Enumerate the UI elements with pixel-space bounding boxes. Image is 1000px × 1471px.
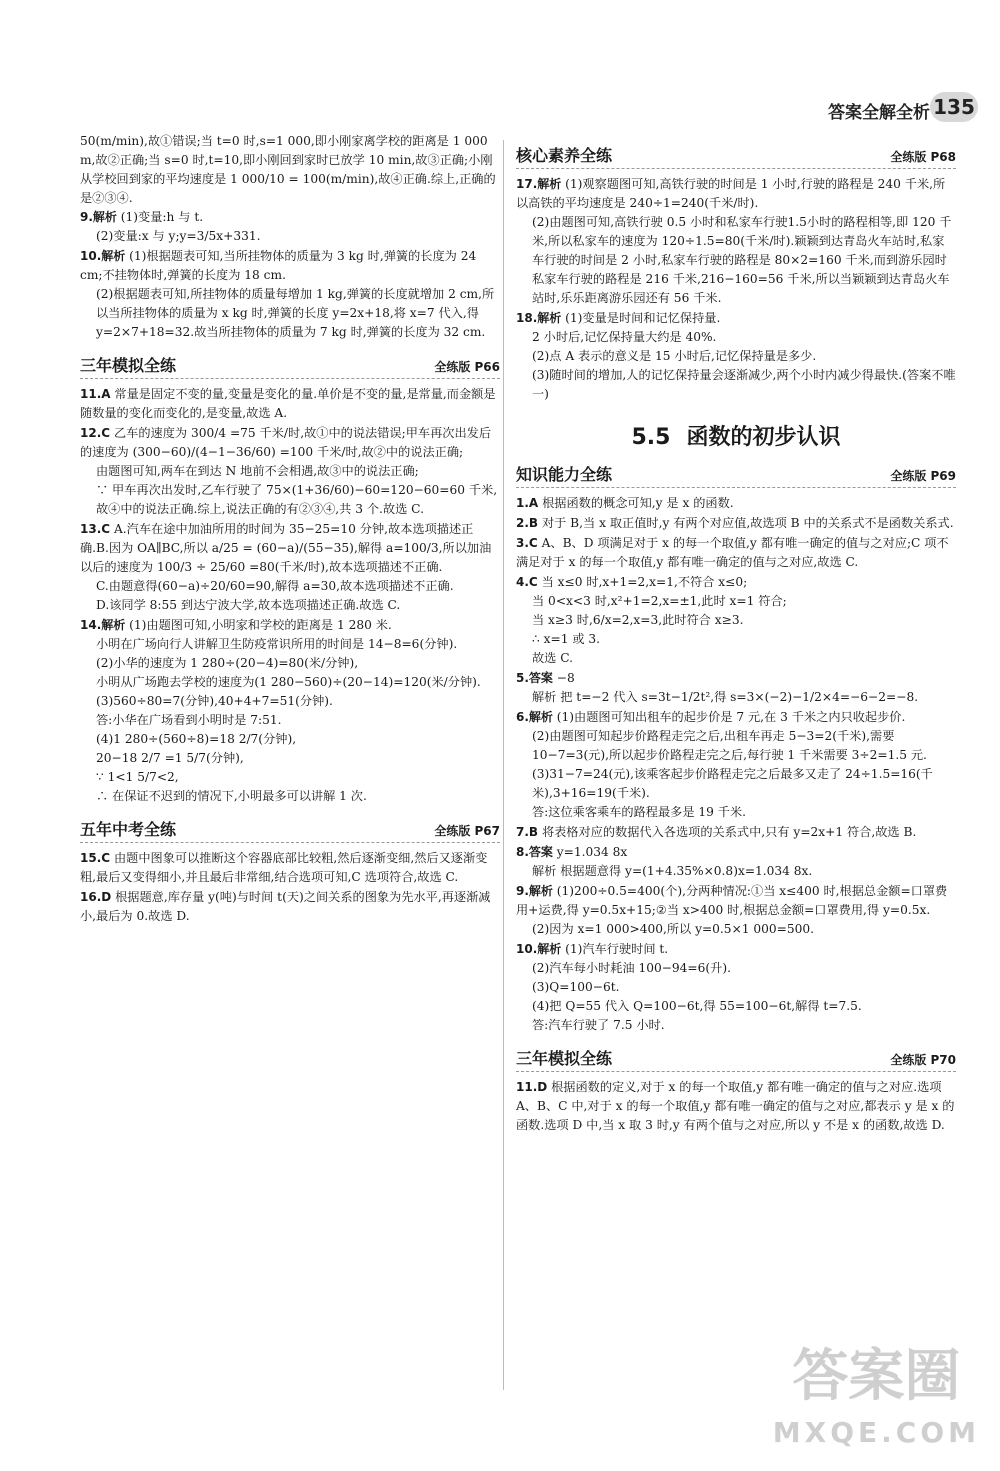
question-number: 1.A: [516, 496, 539, 510]
answer-line-text: D.该同学 8:55 到达宁波大学,故本选项描述正确.故选 C.: [96, 598, 401, 612]
section-ref: 全练版 P70: [882, 1051, 956, 1068]
answer-item: [516, 309, 956, 404]
answer-item: [80, 424, 500, 519]
answer-line-text: (1)汽车行驶时间 t.: [565, 942, 669, 956]
answer-line: [80, 385, 500, 423]
answer-line: [80, 749, 500, 768]
answer-line: [516, 573, 956, 592]
question-number: 11.D: [516, 1080, 548, 1094]
answer-line: [516, 978, 956, 997]
section-heading: [516, 1045, 956, 1072]
chapter-title: [516, 420, 956, 451]
answer-line-text: 解析 把 t=−2 代入 s=3t−1/2t²,得 s=3×(−2)−1/2×4=−6−2=−8.: [532, 690, 919, 704]
section-title: 知识能力全练: [516, 462, 620, 485]
answer-line: [516, 213, 956, 308]
answer-line-text: (3)随时间的增加,人的记忆保持量会逐渐减少,两个小时内减少得最快.(答案不唯一): [532, 368, 956, 401]
answer-line-text: (2)汽车每小时耗油 100−94=6(升).: [532, 961, 731, 975]
section-title: 核心素养全练: [516, 143, 620, 166]
answer-line-text: (2)根据题表可知,所挂物体的质量每增加 1 kg,弹簧的长度就增加 2 cm,所以当所挂物体的质量为 x kg 时,弹簧的长度 y=2x+18,将 x=7 代入,得 y=2×7+18=32.故当所挂物体的质量为 7 kg 时,弹簧的长度为 32 cm.: [96, 287, 495, 339]
answer-line-text: 小明在广场向行人讲解卫生防疫常识所用的时间是 14−8=6(分钟).: [96, 637, 458, 651]
section-ref: 全练版 P68: [882, 148, 956, 165]
answer-line-text: (2)因为 x=1 000>400,所以 y=0.5×1 000=500.: [532, 922, 815, 936]
answer-line: [516, 688, 956, 707]
answer-line: [80, 208, 500, 227]
answer-line: [80, 481, 500, 519]
answer-item: [80, 247, 500, 342]
answer-item: [516, 823, 956, 842]
answer-line-text: (2)变量:x 与 y;y=3/5x+331.: [96, 229, 261, 243]
question-number: 3.C: [516, 536, 538, 550]
answer-line-text: 答:小华在广场看到小明时是 7:51.: [96, 713, 282, 727]
answer-line-text: y=1.034 8x: [556, 845, 628, 859]
answer-line-text: −8: [556, 671, 575, 685]
answer-line: [516, 882, 956, 920]
answer-line-text: (4)1 280÷(560÷8)=18 2/7(分钟),: [96, 732, 297, 746]
answer-line: [516, 727, 956, 765]
answer-item: [80, 616, 500, 806]
answer-item: [516, 534, 956, 572]
question-number: 10.解析: [516, 942, 562, 956]
section-title: 三年模拟全练: [516, 1046, 620, 1069]
section-heading: [80, 816, 500, 843]
question-number: 14.解析: [80, 618, 126, 632]
answer-line-text: ∵ 甲车再次出发时,乙车行驶了 75×(1+36/60)−60=120−60=60 千米,故④中的说法正确.综上,说法正确的有②③④,共 3 个.故选 C.: [96, 483, 498, 516]
question-number: 16.D: [80, 890, 112, 904]
question-number: 8.答案: [516, 845, 553, 859]
question-number: 4.C: [516, 575, 538, 589]
page-number: 135: [930, 92, 978, 122]
answer-item: [516, 1078, 956, 1135]
answer-line-text: C.由题意得(60−a)÷20/60=90,解得 a=30,故本选项描述不正确.: [96, 579, 454, 593]
question-number: 2.B: [516, 516, 539, 530]
section-title: 三年模拟全练: [80, 353, 184, 376]
question-number: 13.C: [80, 522, 111, 536]
section-heading: [516, 142, 956, 169]
answer-line: [80, 730, 500, 749]
answer-line: [80, 787, 500, 806]
answer-item: [516, 940, 956, 1035]
answer-line: [516, 175, 956, 213]
answer-line-text: 常量是固定不变的量,变量是变化的量.单价是不变的量,是常量,而金额是随数量的变化而变化的,是变量,故选 A.: [80, 387, 496, 420]
answer-item: [80, 385, 500, 423]
question-number: 5.答案: [516, 671, 553, 685]
column-divider: [503, 140, 504, 1390]
answer-line: [516, 708, 956, 727]
answer-line: [80, 711, 500, 730]
answer-item: [516, 669, 956, 707]
answer-line-text: 由题图可知,两车在到达 N 地前不会相遇,故③中的说法正确;: [96, 464, 419, 478]
answer-line: [516, 534, 956, 572]
answer-line: [516, 843, 956, 862]
answer-line-text: (1)变量是时间和记忆保持量.: [565, 311, 721, 325]
answer-line-text: 根据题意,库存量 y(吨)与时间 t(天)之间关系的图象为先水平,再逐渐减小,最后为 0.故选 D.: [80, 890, 491, 923]
answer-line-text: 2 小时后,记忆保持量大约是 40%.: [532, 330, 717, 344]
answer-item: [516, 573, 956, 668]
section-title: 五年中考全练: [80, 817, 184, 840]
answer-line: [516, 803, 956, 822]
question-number: 9.解析: [516, 884, 553, 898]
answer-line: [516, 765, 956, 803]
answer-line: [516, 630, 956, 649]
answer-line-text: 20−18 2/7 =1 5/7(分钟),: [96, 751, 244, 765]
answer-item: [516, 175, 956, 308]
answer-line-text: 乙车的速度为 300/4 =75 千米/时,故①中的说法错误;甲车再次出发后的速度为 (300−60)/(4−1−36/60) =100 千米/时,故②中的说法正确;: [80, 426, 492, 459]
answer-line-text: 根据函数的定义,对于 x 的每一个取值,y 都有唯一确定的值与之对应.选项 A、B、C 中,对于 x 的每一个取值,y 都有唯一确定的值与之对应,都表示 y 是 x 的函数.选项 D 中,当 x 取 3 时,y 有两个值与之对应,所以 y 不是 x 的函数,故选 D.: [516, 1080, 955, 1132]
answer-line-text: (2)点 A 表示的意义是 15 小时后,记忆保持量是多少.: [532, 349, 817, 363]
answer-line: [80, 635, 500, 654]
answer-text: 50(m/min),故①错误;当 t=0 时,s=1 000,即小刚家离学校的距离是 1 000 m,故②正确;当 s=0 时,t=10,即小刚回到家时已放学 10 min,故③正确;小刚从学校回到家的平均速度是 1 000/10 = 100(m/min),故④正确.综上,正确的是②③④.: [80, 134, 496, 205]
answer-line: [80, 424, 500, 462]
question-number: 11.A: [80, 387, 111, 401]
answer-line: [516, 611, 956, 630]
answer-line: [80, 520, 500, 577]
answer-item: [80, 888, 500, 926]
answer-line: [516, 494, 956, 513]
question-number: 17.解析: [516, 177, 562, 191]
answer-line: [516, 940, 956, 959]
answer-item: [516, 882, 956, 939]
left-column: [80, 132, 500, 927]
answer-line-text: (2)由题图可知起步价路程走完之后,出租车再走 5−3=2(千米),需要 10−7=3(元),所以起步价路程走完之后,每行驶 1 千米需要 3÷2=1.5 元.: [532, 729, 927, 762]
answer-line: [516, 997, 956, 1016]
chapter-name: 函数的初步认识: [686, 425, 841, 450]
answer-item: [516, 494, 956, 513]
question-number: 18.解析: [516, 311, 562, 325]
right-column: [516, 132, 956, 1136]
chapter-number: 5.5: [631, 425, 671, 450]
answer-line-text: (1)变量:h 与 t.: [120, 210, 204, 224]
answer-line: [80, 654, 500, 673]
answer-line: [516, 328, 956, 347]
answer-line-text: 当 x≤0 时,x+1=2,x=1,不符合 x≤0;: [541, 575, 748, 589]
answer-line-text: ∴ 在保证不迟到的情况下,小明最多可以讲解 1 次.: [96, 789, 367, 803]
answer-line-text: (2)小华的速度为 1 280÷(20−4)=80(米/分钟),: [96, 656, 359, 670]
answer-line: [516, 1078, 956, 1135]
answer-line: [516, 1016, 956, 1035]
answer-item: [80, 849, 500, 887]
answer-line: [80, 692, 500, 711]
answer-line-text: 答:汽车行驶了 7.5 小时.: [532, 1018, 665, 1032]
answer-line: [80, 888, 500, 926]
answer-line: [516, 592, 956, 611]
answer-line-text: ∴ x=1 或 3.: [532, 632, 601, 646]
answer-line-text: (1)由题图可知出租车的起步价是 7 元,在 3 千米之内只收起步价.: [556, 710, 906, 724]
answer-line-text: 当 x≥3 时,6/x=2,x=3,此时符合 x≥3.: [532, 613, 744, 627]
answer-line: [516, 347, 956, 366]
answer-line: [80, 673, 500, 692]
answer-line-text: (1)根据题表可知,当所挂物体的质量为 3 kg 时,弹簧的长度为 24 cm;不挂物体时,弹簧的长度为 18 cm.: [80, 249, 477, 282]
section-ref: 全练版 P67: [426, 822, 500, 839]
answer-line: [516, 862, 956, 881]
watermark-sub: MXQE.COM: [772, 1416, 980, 1449]
section-ref: 全练版 P69: [882, 467, 956, 484]
question-number: 15.C: [80, 851, 111, 865]
answer-item: [516, 843, 956, 881]
answer-line-text: 将表格对应的数据代入各选项的关系式中,只有 y=2x+1 符合,故选 B.: [541, 825, 917, 839]
question-number: 7.B: [516, 825, 539, 839]
answer-line: [516, 959, 956, 978]
answer-line: [80, 616, 500, 635]
answer-item: [80, 520, 500, 615]
question-number: 9.解析: [80, 210, 117, 224]
question-number: 10.解析: [80, 249, 126, 263]
answer-line: [80, 577, 500, 596]
answer-line: [80, 227, 500, 246]
answer-line-text: 根据函数的概念可知,y 是 x 的函数.: [542, 496, 734, 510]
answer-line-text: ∵ 1<1 5/7<2,: [96, 770, 179, 784]
section-heading: [80, 352, 500, 379]
answer-line: [80, 768, 500, 787]
watermark-main: 答案圈: [792, 1344, 961, 1409]
section-ref: 全练版 P66: [426, 358, 500, 375]
answer-line: [516, 920, 956, 939]
answer-line-text: 由题中图象可以推断这个容器底部比较粗,然后逐渐变细,然后又逐渐变粗,最后又变得细小,并且最后非常细,结合选项可知,C 选项符合,故选 C.: [80, 851, 488, 884]
section-heading: [516, 461, 956, 488]
answer-line-text: A、B、D 项满足对于 x 的每一个取值,y 都有唯一确定的值与之对应;C 项不满足对于 x 的每一个取值,y 都有唯一确定的值与之对应,故选 C.: [516, 536, 949, 569]
answer-line-text: 故选 C.: [532, 651, 574, 665]
watermark-logo: [772, 1344, 980, 1461]
answer-line-text: (3)Q=100−6t.: [532, 980, 620, 994]
header-title: 答案全解全析: [828, 103, 930, 123]
answer-line: [516, 309, 956, 328]
answer-line: [80, 596, 500, 615]
answer-line-text: (1)由题图可知,小明家和学校的距离是 1 280 米.: [129, 618, 392, 632]
answer-line-text: 解析 根据题意得 y=(1+4.35%×0.8)x=1.034 8x.: [532, 864, 813, 878]
answer-line-text: (3)31−7=24(元),该乘客起步价路程走完之后最多又走了 24÷1.5=16(千米),3+16=19(千米).: [532, 767, 933, 800]
answer-line-text: 答:这位乘客乘车的路程最多是 19 千米.: [532, 805, 747, 819]
answer-line-text: (4)把 Q=55 代入 Q=100−6t,得 55=100−6t,解得 t=7.5.: [532, 999, 862, 1013]
answer-line: [516, 366, 956, 404]
answer-line-text: A.汽车在途中加油所用的时间为 35−25=10 分钟,故本选项描述正确.B.因为 OA∥BC,所以 a/25 = (60−a)/(55−35),解得 a=100/3,所以加油以后的速度为 100/3 ÷ 25/60 =80(千米/时),故本选项描述不正确.: [80, 522, 492, 574]
answer-line-text: (2)由题图可知,高铁行驶 0.5 小时和私家车行驶1.5小时的路程相等,即 120 千米,所以私家车的速度为 120÷1.5=80(千米/时).颖颖到达青岛火车站时,私家车行驶的时间是 2 小时,私家车行驶的路程是 80×2=160 千米,而到游乐园时私家车行驶的路程是 216 千米,216−160=56 千米,所以当颖颖到达青岛火车站时,乐乐距离游乐园还有 56 千米.: [532, 215, 952, 305]
answer-line: [516, 649, 956, 668]
answer-item: [80, 208, 500, 246]
page-header: [0, 92, 1000, 132]
answer-line: [516, 669, 956, 688]
answer-line: [80, 849, 500, 887]
answer-line-text: (1)200÷0.5=400(个),分两种情况:①当 x≤400 时,根据总金额=口罩费用+运费,得 y=0.5x+15;②当 x>400 时,根据总金额=口罩费用,得 y=0.5x.: [516, 884, 948, 917]
answer-line: [516, 514, 956, 533]
answer-line-text: 对于 B,当 x 取正值时,y 有两个对应值,故选项 B 中的关系式不是函数关系式.: [541, 516, 954, 530]
answer-line-text: 当 0<x<3 时,x²+1=2,x=±1,此时 x=1 符合;: [532, 594, 787, 608]
question-number: 6.解析: [516, 710, 553, 724]
answer-item: [516, 708, 956, 822]
answer-line-text: 小明从广场跑去学校的速度为(1 280−560)÷(20−14)=120(米/分钟).: [96, 675, 481, 689]
answer-line: [80, 285, 500, 342]
question-number: 12.C: [80, 426, 111, 440]
answer-line: [516, 823, 956, 842]
answer-line: [80, 247, 500, 285]
answer-item: [516, 514, 956, 533]
answer-line-text: (3)560÷80=7(分钟),40+4+7=51(分钟).: [96, 694, 333, 708]
answer-line-text: (1)观察题图可知,高铁行驶的时间是 1 小时,行驶的路程是 240 千米,所以高铁的平均速度是 240÷1=240(千米/时).: [516, 177, 946, 210]
answer-line: [80, 462, 500, 481]
